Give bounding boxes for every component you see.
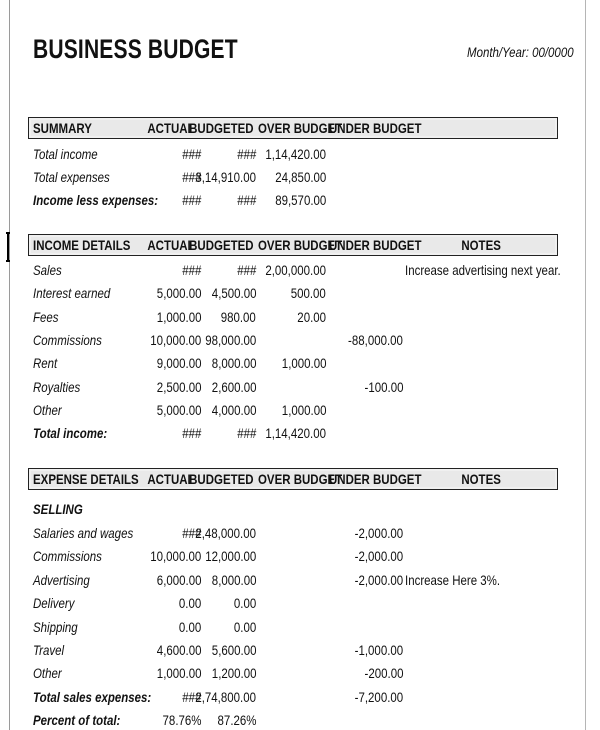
income-row-actual: 9,000.00 (156, 355, 201, 372)
col-over-budget-header: OVER BUDGET (258, 120, 343, 136)
expense-row-under-budget: -1,000.00 (354, 642, 403, 658)
summary-row-actual: ### (181, 146, 201, 162)
summary-row-label: Total expenses (33, 169, 110, 185)
income-row-actual: 5,000.00 (156, 285, 201, 302)
expense-row-label: Other (33, 665, 62, 682)
col-notes-header: NOTES (461, 237, 501, 253)
expense-row-actual: 0.00 (178, 595, 201, 612)
income-row-budgeted: 4,500.00 (211, 285, 256, 302)
income-row-budgeted: 98,000.00 (204, 331, 256, 348)
income-row-budgeted: ### (236, 425, 256, 442)
expense-row-budgeted: 2,74,800.00 (195, 688, 256, 705)
col-budgeted-header: BUDGETED (189, 120, 254, 136)
col-under-budget-header: UNDER BUDGET (329, 120, 422, 136)
summary-row-budgeted: 3,14,910.00 (195, 169, 256, 185)
expense-row-budgeted: 0.00 (233, 595, 256, 612)
col-budgeted-header: BUDGETED (189, 237, 254, 253)
summary-row-over-budget: 1,14,420.00 (265, 146, 326, 162)
income-row-actual: 5,000.00 (156, 401, 201, 418)
income-row-under-budget: -100.00 (364, 378, 403, 395)
expense-row-actual: 4,600.00 (156, 642, 201, 658)
income-row-over-budget: 20.00 (297, 308, 326, 325)
expense-row-budgeted: 1,200.00 (211, 665, 256, 682)
income-row-label: Sales (33, 262, 62, 278)
income-row-budgeted: 8,000.00 (211, 355, 256, 372)
summary-heading: SUMMARY (33, 120, 92, 136)
expense-row-under-budget: -2,000.00 (354, 571, 403, 588)
income-row-label: Interest earned (33, 285, 111, 302)
income-row-over-budget: 1,000.00 (281, 355, 326, 372)
income-heading: INCOME DETAILS (33, 237, 131, 253)
expense-row-actual: 6,000.00 (156, 571, 201, 588)
expense-row-budgeted: 0.00 (233, 618, 256, 635)
income-row-label: Fees (33, 308, 59, 325)
col-actual-header: ACTUAL (147, 237, 195, 253)
income-row-actual: ### (181, 425, 201, 442)
expense-row-under-budget: -2,000.00 (354, 525, 403, 541)
expense-row-under-budget: -2,000.00 (354, 548, 403, 565)
expense-row-actual: ### (181, 688, 201, 705)
income-row-budgeted: ### (236, 262, 256, 278)
expense-row-budgeted: 2,48,000.00 (195, 525, 256, 541)
summary-row-budgeted: ### (236, 146, 256, 162)
col-under-budget-header: UNDER BUDGET (329, 237, 422, 253)
selling-subheading: SELLING (33, 501, 83, 517)
income-row-budgeted: 4,000.00 (211, 401, 256, 418)
income-row-under-budget: -88,000.00 (348, 331, 403, 348)
income-row-over-budget: 1,14,420.00 (265, 425, 326, 442)
summary-row-label: Total income (33, 146, 98, 162)
summary-row-actual: ### (181, 192, 201, 208)
col-over-budget-header: OVER BUDGET (258, 471, 343, 487)
income-row-note: Increase advertising next year. (405, 262, 561, 278)
income-row-budgeted: 980.00 (220, 308, 256, 325)
expense-row-label: Salaries and wages (33, 525, 134, 541)
expense-row-under-budget: -7,200.00 (354, 688, 403, 705)
income-row-budgeted: 2,600.00 (211, 378, 256, 395)
expense-row-actual: 10,000.00 (149, 548, 201, 565)
month-year-field: Month/Year: 00/0000 (467, 44, 574, 60)
col-budgeted-header: BUDGETED (189, 471, 254, 487)
income-row-label: Other (33, 401, 62, 418)
summary-row-over-budget: 89,570.00 (274, 192, 326, 208)
expense-row-under-budget: -200.00 (364, 665, 403, 682)
income-row-actual: ### (181, 262, 201, 278)
expense-row-label: Advertising (33, 571, 90, 588)
expense-row-budgeted: 87.26% (217, 712, 256, 729)
col-actual-header: ACTUAL (147, 120, 195, 136)
summary-row-label: Income less expenses: (33, 192, 159, 208)
income-row-over-budget: 500.00 (290, 285, 326, 302)
expense-row-actual: 1,000.00 (156, 665, 201, 682)
expense-row-label: Percent of total: (33, 712, 121, 729)
col-under-budget-header: UNDER BUDGET (329, 471, 422, 487)
expense-row-note: Increase Here 3%. (405, 571, 501, 588)
income-row-label: Total income: (33, 425, 108, 442)
expense-row-budgeted: 12,000.00 (204, 548, 256, 565)
page-title: BUSINESS BUDGET (33, 34, 238, 64)
expense-row-actual: 78.76% (162, 712, 201, 729)
summary-row-actual: ### (181, 169, 201, 185)
summary-row-budgeted: ### (236, 192, 256, 208)
expense-row-label: Delivery (33, 595, 75, 612)
income-row-actual: 2,500.00 (156, 378, 201, 395)
expense-row-budgeted: 8,000.00 (211, 571, 256, 588)
col-over-budget-header: OVER BUDGET (258, 237, 343, 253)
income-row-label: Royalties (33, 378, 81, 395)
income-row-actual: 1,000.00 (156, 308, 201, 325)
expense-row-actual: ### (181, 525, 201, 541)
summary-row-over-budget: 24,850.00 (274, 169, 326, 185)
page-left-border (9, 0, 10, 730)
page-right-border (585, 0, 586, 730)
expense-row-budgeted: 5,600.00 (211, 642, 256, 658)
col-notes-header: NOTES (461, 471, 501, 487)
expense-row-label: Commissions (33, 548, 102, 565)
income-row-over-budget: 2,00,000.00 (265, 262, 326, 278)
expense-row-label: Shipping (33, 618, 78, 635)
expense-row-actual: 0.00 (178, 618, 201, 635)
income-row-label: Rent (33, 355, 58, 372)
expense-row-label: Travel (33, 642, 65, 658)
income-row-actual: 10,000.00 (149, 331, 201, 348)
income-row-label: Commissions (33, 331, 102, 348)
income-row-over-budget: 1,000.00 (281, 401, 326, 418)
expense-heading: EXPENSE DETAILS (33, 471, 139, 487)
text-cursor-icon (6, 232, 9, 262)
expense-row-label: Total sales expenses: (33, 688, 152, 705)
col-actual-header: ACTUAL (147, 471, 195, 487)
